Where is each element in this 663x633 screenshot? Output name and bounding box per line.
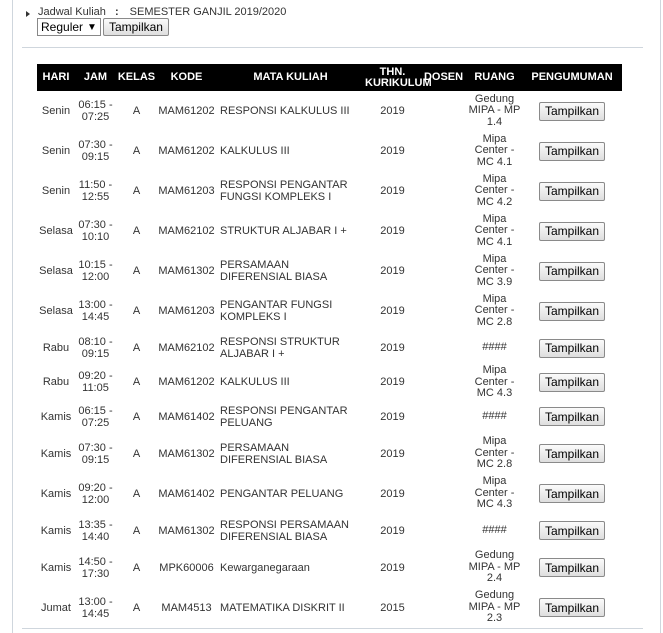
table-row xyxy=(37,91,622,131)
course-name-cell: RESPONSI PENGANTAR PELUANG xyxy=(220,404,348,429)
col-dosen-header: DOSEN xyxy=(423,71,464,83)
room-cell: Mipa Center - MC 4.1 xyxy=(474,212,515,248)
announcement-cell xyxy=(522,251,622,291)
class-cell: A xyxy=(132,145,141,157)
show-announcement-button[interactable]: Tampilkan xyxy=(539,182,605,201)
curriculum-year-cell: 2019 xyxy=(380,105,405,117)
col-thn-kurikulum-header: THN. KURIKULUM xyxy=(365,65,432,89)
chevron-down-icon: ▼ xyxy=(87,21,97,33)
table-row xyxy=(37,548,622,588)
day-cell: Jumat xyxy=(41,601,71,614)
table-body xyxy=(37,91,622,628)
course-name-cell: MATEMATIKA DISKRIT II xyxy=(220,601,345,614)
left-border xyxy=(12,0,13,633)
announcement-cell xyxy=(522,434,622,474)
col-pengumuman-header: PENGUMUMAN xyxy=(531,71,613,83)
day-cell: Senin xyxy=(41,145,71,157)
room-cell: Gedung MIPA - MP 1.4 xyxy=(468,92,521,128)
show-announcement-button[interactable]: Tampilkan xyxy=(539,558,605,577)
day-cell: Kamis xyxy=(40,561,72,574)
day-cell: Kamis xyxy=(40,487,72,500)
program-select[interactable] xyxy=(37,18,101,36)
course-name-cell: PENGANTAR FUNGSI KOMPLEKS I xyxy=(220,299,333,323)
show-announcement-button[interactable]: Tampilkan xyxy=(539,484,605,503)
course-code-cell: MPK60006 xyxy=(159,561,214,574)
day-cell: Selasa xyxy=(39,305,73,317)
announcement-cell xyxy=(522,211,622,251)
expand-arrow-icon[interactable] xyxy=(26,11,30,17)
class-cell: A xyxy=(132,105,141,117)
lecturer-cell xyxy=(420,514,467,548)
lecturer-cell xyxy=(420,400,467,434)
table-header-row xyxy=(37,64,622,91)
program-select-value: Reguler xyxy=(41,20,84,34)
announcement-cell xyxy=(522,365,622,400)
announcement-cell xyxy=(522,131,622,171)
class-cell: A xyxy=(132,410,141,423)
time-cell: 13:00 - 14:45 xyxy=(78,595,113,620)
course-name-cell: RESPONSI PERSAMAAN DIFERENSIAL BIASA xyxy=(220,518,349,543)
time-cell: 07:30 - 09:15 xyxy=(78,139,113,163)
room-cell: Mipa Center - MC 2.8 xyxy=(474,292,515,328)
course-code-cell: MAM61202 xyxy=(158,376,215,389)
course-name-cell: KALKULUS III xyxy=(220,145,290,157)
col-kode-header: KODE xyxy=(170,71,203,83)
show-announcement-button[interactable]: Tampilkan xyxy=(539,142,605,161)
room-cell: Gedung MIPA - MP 2.4 xyxy=(468,549,521,585)
course-code-cell: MAM62102 xyxy=(158,342,215,354)
time-cell: 09:20 - 12:00 xyxy=(78,481,113,506)
time-cell: 10:15 - 12:00 xyxy=(78,259,113,283)
course-code-cell: MAM61202 xyxy=(158,145,215,157)
divider xyxy=(22,628,643,629)
time-cell: 11:50 - 12:55 xyxy=(78,179,113,203)
lecturer-cell xyxy=(420,434,467,474)
curriculum-year-cell: 2019 xyxy=(380,410,405,423)
lecturer-cell xyxy=(420,91,467,131)
lecturer-cell xyxy=(420,331,467,365)
room-cell: Gedung MIPA - MP 2.3 xyxy=(468,589,521,625)
schedule-table xyxy=(37,64,622,628)
day-cell: Kamis xyxy=(40,410,72,423)
room-cell: Mipa Center - MC 3.9 xyxy=(474,252,515,288)
course-code-cell: MAM62102 xyxy=(158,225,215,237)
course-code-cell: MAM61402 xyxy=(158,410,215,423)
announcement-cell xyxy=(522,291,622,331)
course-name-cell: STRUKTUR ALJABAR I + xyxy=(220,225,347,237)
time-cell: 13:35 - 14:40 xyxy=(78,518,113,543)
curriculum-year-cell: 2019 xyxy=(380,225,405,237)
course-name-cell: KALKULUS III xyxy=(220,376,290,389)
show-announcement-button[interactable]: Tampilkan xyxy=(539,339,605,358)
curriculum-year-cell: 2019 xyxy=(380,145,405,157)
time-cell: 14:50 - 17:30 xyxy=(78,555,113,580)
class-cell: A xyxy=(132,487,141,500)
announcement-cell xyxy=(522,171,622,211)
course-code-cell: MAM61402 xyxy=(158,487,215,500)
course-name-cell: PERSAMAAN DIFERENSIAL BIASA xyxy=(220,259,328,283)
show-announcement-button[interactable]: Tampilkan xyxy=(539,222,605,241)
table-row xyxy=(37,434,622,474)
course-name-cell: PERSAMAAN DIFERENSIAL BIASA xyxy=(220,441,328,466)
lecturer-cell xyxy=(420,365,467,400)
class-cell: A xyxy=(132,225,141,237)
room-cell: #### xyxy=(482,341,507,354)
announcement-cell xyxy=(522,331,622,365)
announcement-cell xyxy=(522,91,622,131)
course-code-cell: MAM61302 xyxy=(158,447,215,460)
table-row xyxy=(37,588,622,628)
room-cell: #### xyxy=(482,523,507,536)
day-cell: Selasa xyxy=(39,265,73,277)
course-name-cell: PENGANTAR PELUANG xyxy=(220,487,344,500)
show-announcement-button[interactable]: Tampilkan xyxy=(539,373,605,392)
show-announcement-button[interactable]: Tampilkan xyxy=(539,598,605,617)
table-row xyxy=(37,365,622,400)
divider xyxy=(22,47,643,48)
room-cell: Mipa Center - MC 4.1 xyxy=(474,132,515,168)
curriculum-year-cell: 2015 xyxy=(380,601,405,614)
lecturer-cell xyxy=(420,131,467,171)
show-announcement-button[interactable]: Tampilkan xyxy=(539,302,605,321)
course-code-cell: MAM61203 xyxy=(158,305,215,317)
lecturer-cell xyxy=(420,588,467,628)
table-row xyxy=(37,171,622,211)
day-cell: Senin xyxy=(41,185,71,197)
schedule-header xyxy=(38,6,286,18)
show-schedule-button[interactable]: Tampilkan xyxy=(103,18,169,36)
course-name-cell: Kewarganegaraan xyxy=(220,561,310,574)
table-row xyxy=(37,131,622,171)
room-cell: Mipa Center - MC 4.2 xyxy=(474,172,515,208)
show-announcement-button[interactable]: Tampilkan xyxy=(539,262,605,281)
class-cell: A xyxy=(132,376,141,389)
course-name-cell: RESPONSI KALKULUS III xyxy=(220,105,350,117)
day-cell: Selasa xyxy=(39,225,73,237)
day-cell: Senin xyxy=(41,105,71,117)
table-row xyxy=(37,211,622,251)
room-cell: Mipa Center - MC 4.3 xyxy=(474,475,515,511)
announcement-cell xyxy=(522,400,622,434)
time-cell: 09:20 - 11:05 xyxy=(78,370,113,395)
time-cell: 06:15 - 07:25 xyxy=(78,99,113,123)
class-cell: A xyxy=(132,185,141,197)
class-cell: A xyxy=(132,447,141,460)
curriculum-year-cell: 2019 xyxy=(380,376,405,389)
lecturer-cell xyxy=(420,474,467,514)
right-border xyxy=(660,0,661,633)
col-kelas-header: KELAS xyxy=(117,71,156,83)
curriculum-year-cell: 2019 xyxy=(380,447,405,460)
day-cell: Rabu xyxy=(42,342,70,354)
curriculum-year-cell: 2019 xyxy=(380,265,405,277)
announcement-cell xyxy=(522,474,622,514)
show-announcement-button[interactable]: Tampilkan xyxy=(539,102,605,121)
class-cell: A xyxy=(132,342,141,354)
time-cell: 13:00 - 14:45 xyxy=(78,299,113,323)
col-ruang-header: RUANG xyxy=(474,71,515,83)
curriculum-year-cell: 2019 xyxy=(380,305,405,317)
curriculum-year-cell: 2019 xyxy=(380,185,405,197)
room-cell: Mipa Center - MC 4.3 xyxy=(474,364,515,399)
time-cell: 08:10 - 09:15 xyxy=(78,336,113,360)
show-announcement-button[interactable]: Tampilkan xyxy=(539,444,605,463)
day-cell: Kamis xyxy=(40,524,72,537)
course-name-cell: RESPONSI STRUKTUR ALJABAR I + xyxy=(220,336,340,360)
show-announcement-button[interactable]: Tampilkan xyxy=(539,407,605,426)
col-jam-header: JAM xyxy=(83,71,108,83)
class-cell: A xyxy=(132,601,141,614)
announcement-cell xyxy=(522,514,622,548)
lecturer-cell xyxy=(420,211,467,251)
table-row xyxy=(37,514,622,548)
col-mata-kuliah-header: MATA KULIAH xyxy=(253,71,328,83)
time-cell: 06:15 - 07:25 xyxy=(78,404,113,429)
announcement-cell xyxy=(522,548,622,588)
time-cell: 07:30 - 09:15 xyxy=(78,441,113,466)
curriculum-year-cell: 2019 xyxy=(380,342,405,354)
day-cell: Rabu xyxy=(42,376,70,389)
semester-label: SEMESTER GANJIL 2019/2020 xyxy=(129,6,287,18)
class-cell: A xyxy=(132,561,141,574)
course-code-cell: MAM61203 xyxy=(158,185,215,197)
room-cell: Mipa Center - MC 2.8 xyxy=(474,435,515,471)
class-cell: A xyxy=(132,305,141,317)
class-cell: A xyxy=(132,265,141,277)
lecturer-cell xyxy=(420,291,467,331)
curriculum-year-cell: 2019 xyxy=(380,561,405,574)
table-row xyxy=(37,474,622,514)
schedule-label: Jadwal Kuliah xyxy=(38,6,106,18)
table-row xyxy=(37,251,622,291)
curriculum-year-cell: 2019 xyxy=(380,524,405,537)
header-separator: : xyxy=(114,6,119,18)
room-cell: #### xyxy=(482,409,507,422)
lecturer-cell xyxy=(420,171,467,211)
table-row xyxy=(37,291,622,331)
course-code-cell: MAM61302 xyxy=(158,524,215,537)
course-code-cell: MAM4513 xyxy=(161,601,212,614)
day-cell: Kamis xyxy=(40,447,72,460)
time-cell: 07:30 - 10:10 xyxy=(78,219,113,243)
course-name-cell: RESPONSI PENGANTAR FUNGSI KOMPLEKS I xyxy=(220,179,348,203)
show-announcement-button[interactable]: Tampilkan xyxy=(539,521,605,540)
announcement-cell xyxy=(522,588,622,628)
course-code-cell: MAM61302 xyxy=(158,265,215,277)
table-row xyxy=(37,400,622,434)
class-cell: A xyxy=(132,524,141,537)
table-row xyxy=(37,331,622,365)
lecturer-cell xyxy=(420,251,467,291)
filter-controls xyxy=(37,18,169,36)
course-code-cell: MAM61202 xyxy=(158,105,215,117)
lecturer-cell xyxy=(420,548,467,588)
curriculum-year-cell: 2019 xyxy=(380,487,405,500)
col-hari-header: HARI xyxy=(42,71,70,83)
